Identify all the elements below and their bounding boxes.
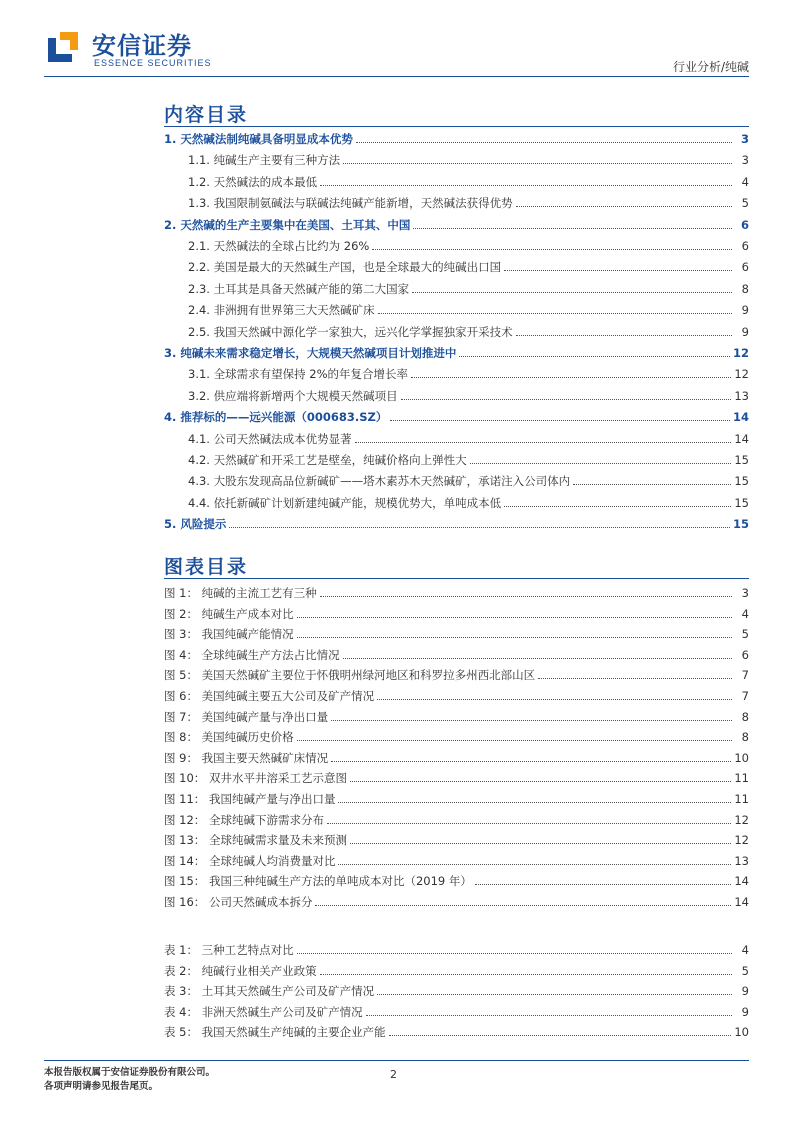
dot-leader bbox=[320, 974, 732, 975]
figure-entry[interactable] bbox=[164, 647, 749, 663]
toc-chapter[interactable] bbox=[164, 131, 749, 147]
toc-section-text: 2.5. 我国天然碱中源化学一家独大，远兴化学掌握独家开采技术 bbox=[188, 324, 513, 339]
dot-leader bbox=[389, 1035, 732, 1036]
dot-leader bbox=[516, 206, 732, 207]
figure-entry[interactable] bbox=[164, 770, 749, 786]
header-divider bbox=[44, 76, 749, 77]
dot-leader bbox=[413, 228, 732, 229]
page-number: 2 bbox=[390, 1068, 397, 1081]
dot-leader bbox=[343, 163, 732, 164]
dot-leader bbox=[573, 484, 731, 485]
figure-entry[interactable] bbox=[164, 812, 749, 828]
logo-chinese-name: 安信证券 bbox=[92, 32, 192, 60]
table-entry[interactable] bbox=[164, 1004, 749, 1020]
toc-chapter[interactable] bbox=[164, 516, 749, 532]
figures-title-underline bbox=[164, 578, 749, 579]
figures-title: 图表目录 bbox=[164, 556, 249, 578]
toc-section-page: 6 bbox=[741, 260, 749, 275]
toc-section-text: 2.2. 美国是最大的天然碱生产国，也是全球最大的纯碱出口国 bbox=[188, 260, 502, 275]
footer-disclaimer bbox=[44, 1066, 215, 1094]
toc-chapter[interactable] bbox=[164, 217, 749, 233]
toc-section-text: 2.1. 天然碱法的全球占比约为 26% bbox=[188, 239, 370, 253]
toc-section-text: 1.3. 我国限制氨碱法与联碱法纯碱产能新增，天然碱法获得优势 bbox=[188, 196, 513, 211]
figure-entry-page: 8 bbox=[741, 709, 749, 724]
figure-entry-text: 图 16： 公司天然碱成本拆分 bbox=[164, 895, 313, 909]
toc-chapter-text: 1. 天然碱法制纯碱具备明显成本优势 bbox=[164, 132, 353, 146]
page-header bbox=[0, 0, 793, 80]
dot-leader bbox=[297, 953, 732, 954]
toc-section-page: 14 bbox=[734, 431, 749, 446]
toc-section-text: 4.1. 公司天然碱法成本优势显著 bbox=[188, 431, 352, 446]
dot-leader bbox=[538, 678, 732, 679]
table-entry-text: 表 4： 非洲天然碱生产公司及矿产情况 bbox=[164, 1004, 363, 1019]
toc-section-page: 13 bbox=[734, 388, 749, 403]
toc-section-text: 3.1. 全球需求有望保持 2%的年复合增长率 bbox=[188, 367, 408, 382]
dot-leader bbox=[338, 864, 731, 865]
toc-section[interactable] bbox=[188, 495, 749, 511]
figure-entry-page: 10 bbox=[734, 750, 749, 765]
toc-section[interactable] bbox=[188, 388, 749, 404]
figure-entry[interactable] bbox=[164, 791, 749, 807]
toc-section[interactable] bbox=[188, 174, 749, 190]
toc-chapter-text: 3. 纯碱未来需求稳定增长，大规模天然碱项目计划推进中 bbox=[164, 346, 457, 360]
figure-entry-text: 图 1： 纯碱的主流工艺有三种 bbox=[164, 586, 317, 600]
figure-entry-page: 14 bbox=[734, 874, 749, 889]
figure-entry[interactable] bbox=[164, 606, 749, 622]
table-entry[interactable] bbox=[164, 963, 749, 979]
toc-section[interactable] bbox=[188, 473, 749, 489]
toc-chapter[interactable] bbox=[164, 409, 749, 425]
toc-chapter-text: 4. 推荐标的——远兴能源（000683.SZ） bbox=[164, 410, 388, 425]
figure-entry[interactable] bbox=[164, 729, 749, 745]
figure-entry[interactable] bbox=[164, 709, 749, 725]
toc-section-page: 8 bbox=[741, 281, 749, 296]
dot-leader bbox=[470, 463, 732, 464]
dot-leader bbox=[412, 292, 732, 293]
toc-section-page: 9 bbox=[741, 303, 749, 318]
figure-entry-page: 14 bbox=[734, 895, 749, 909]
toc-section-text: 3.2. 供应端将新增两个大规模天然碱项目 bbox=[188, 388, 398, 403]
toc-section[interactable] bbox=[188, 152, 749, 168]
toc-chapter-page: 12 bbox=[732, 346, 749, 360]
dot-leader bbox=[459, 356, 730, 357]
toc-section-text: 1.1. 纯碱生产主要有三种方法 bbox=[188, 153, 341, 168]
dot-leader bbox=[331, 720, 732, 721]
dot-leader bbox=[356, 142, 732, 143]
toc-section[interactable] bbox=[188, 195, 749, 211]
figure-entry-text: 图 7： 美国纯碱产量与净出口量 bbox=[164, 709, 329, 724]
toc-section-page: 6 bbox=[741, 239, 749, 253]
figure-entry-page: 11 bbox=[734, 771, 749, 786]
toc-section[interactable] bbox=[188, 259, 749, 275]
table-entry-text: 表 1： 三种工艺特点对比 bbox=[164, 943, 294, 957]
dot-leader bbox=[350, 781, 731, 782]
table-entry-page: 9 bbox=[741, 1004, 749, 1019]
toc-section[interactable] bbox=[188, 452, 749, 468]
figure-entry-page: 5 bbox=[741, 627, 749, 642]
table-entry-text: 表 5： 我国天然碱生产纯碱的主要企业产能 bbox=[164, 1025, 386, 1040]
dot-leader bbox=[327, 823, 731, 824]
dot-leader bbox=[516, 335, 732, 336]
dot-leader bbox=[297, 637, 732, 638]
figure-entry-text: 图 15： 我国三种纯碱生产方法的单吨成本对比（2019 年） bbox=[164, 874, 472, 889]
toc-section-text: 4.4. 依托新碱矿计划新建纯碱产能，规模优势大，单吨成本低 bbox=[188, 495, 502, 510]
toc-section-page: 4 bbox=[741, 174, 749, 189]
figure-entry[interactable] bbox=[164, 894, 749, 910]
toc-title-underline bbox=[164, 126, 749, 127]
toc-section-page: 15 bbox=[734, 474, 749, 489]
figure-entry-text: 图 5： 美国天然碱矿主要位于怀俄明州绿河地区和科罗拉多州西北部山区 bbox=[164, 668, 536, 683]
dot-leader bbox=[320, 185, 732, 186]
toc-chapter-page: 6 bbox=[740, 217, 749, 232]
toc-section[interactable] bbox=[188, 302, 749, 318]
dot-leader bbox=[390, 420, 730, 421]
toc-section-page: 15 bbox=[734, 453, 749, 467]
figure-entry-text: 图 8： 美国纯碱历史价格 bbox=[164, 730, 294, 745]
figure-entry[interactable] bbox=[164, 750, 749, 766]
table-entry-page: 10 bbox=[734, 1025, 749, 1040]
figure-entry-text: 图 10： 双井水平井溶采工艺示意图 bbox=[164, 771, 347, 786]
toc-section-page: 5 bbox=[741, 196, 749, 211]
toc-chapter-text: 2. 天然碱的生产主要集中在美国、土耳其、中国 bbox=[164, 217, 411, 232]
dot-leader bbox=[229, 527, 730, 528]
toc-chapter-page: 3 bbox=[740, 132, 749, 146]
figure-entry-page: 12 bbox=[734, 812, 749, 827]
toc-section[interactable] bbox=[188, 238, 749, 254]
figure-entry[interactable] bbox=[164, 853, 749, 869]
figure-entry[interactable] bbox=[164, 688, 749, 704]
toc-section[interactable] bbox=[188, 366, 749, 382]
toc-section[interactable] bbox=[188, 281, 749, 297]
dot-leader bbox=[366, 1015, 732, 1016]
figure-entry-text: 图 11： 我国纯碱产量与净出口量 bbox=[164, 792, 336, 806]
figure-entry-text: 图 6： 美国纯碱主要五大公司及矿产情况 bbox=[164, 689, 375, 703]
dot-leader bbox=[297, 617, 732, 618]
dot-leader bbox=[343, 658, 732, 659]
figure-entry[interactable] bbox=[164, 667, 749, 683]
dot-leader bbox=[320, 596, 732, 597]
toc-chapter-page: 15 bbox=[732, 517, 749, 532]
figure-entry-text: 图 9： 我国主要天然碱矿床情况 bbox=[164, 750, 329, 765]
toc-section-page: 3 bbox=[741, 153, 749, 168]
table-entry-page: 4 bbox=[741, 943, 749, 957]
toc-section-page: 12 bbox=[734, 367, 749, 382]
figure-entry[interactable] bbox=[164, 873, 749, 889]
figure-entry-text: 图 3： 我国纯碱产能情况 bbox=[164, 627, 294, 642]
dot-leader bbox=[338, 802, 731, 803]
figure-entry-page: 13 bbox=[734, 853, 749, 868]
dot-leader bbox=[297, 740, 732, 741]
table-entry-page: 9 bbox=[741, 984, 749, 999]
table-entry-text: 表 3： 土耳其天然碱生产公司及矿产情况 bbox=[164, 984, 375, 999]
toc-section-text: 4.2. 天然碱矿和开采工艺是壁垒，纯碱价格向上弹性大 bbox=[188, 453, 467, 467]
dot-leader bbox=[411, 377, 731, 378]
toc-chapter[interactable] bbox=[164, 345, 749, 361]
dot-leader bbox=[372, 249, 732, 250]
dot-leader bbox=[377, 699, 732, 700]
footer-copyright: 本报告版权属于安信证券股份有限公司。 bbox=[44, 1067, 216, 1078]
toc-chapter-page: 14 bbox=[732, 410, 749, 425]
report-category: 行业分析/纯碱 bbox=[672, 60, 749, 74]
table-entry[interactable] bbox=[164, 983, 749, 999]
figure-entry-page: 6 bbox=[741, 647, 749, 662]
toc-section-text: 1.2. 天然碱法的成本最低 bbox=[188, 174, 318, 189]
dot-leader bbox=[355, 442, 732, 443]
table-entry-text: 表 2： 纯碱行业相关产业政策 bbox=[164, 963, 317, 978]
toc-chapter-text: 5. 风险提示 bbox=[164, 517, 227, 532]
dot-leader bbox=[504, 506, 731, 507]
table-entry[interactable] bbox=[164, 1024, 749, 1040]
toc-section-page: 9 bbox=[741, 324, 749, 339]
toc-section[interactable] bbox=[188, 324, 749, 340]
dot-leader bbox=[504, 270, 732, 271]
dot-leader bbox=[377, 994, 732, 995]
figure-entry[interactable] bbox=[164, 585, 749, 601]
figure-entry[interactable] bbox=[164, 832, 749, 848]
dot-leader bbox=[315, 905, 731, 906]
toc-section-text: 2.4. 非洲拥有世界第三大天然碱矿床 bbox=[188, 303, 375, 318]
toc-section-text: 2.3. 土耳其是具备天然碱产能的第二大国家 bbox=[188, 281, 410, 296]
dot-leader bbox=[475, 884, 731, 885]
dot-leader bbox=[378, 313, 732, 314]
toc-section-text: 4.3. 大股东发现高品位新碱矿——塔木素苏木天然碱矿，承诺注入公司体内 bbox=[188, 474, 571, 489]
figure-entry-text: 图 4： 全球纯碱生产方法占比情况 bbox=[164, 647, 340, 662]
logo-english-name: ESSENCE SECURITIES bbox=[94, 58, 212, 68]
figure-entry-text: 图 14： 全球纯碱人均消费量对比 bbox=[164, 853, 336, 868]
dot-leader bbox=[401, 399, 732, 400]
figure-entry-page: 11 bbox=[734, 792, 749, 806]
figure-entry-page: 7 bbox=[741, 689, 749, 703]
figure-entry-page: 12 bbox=[734, 833, 749, 848]
figure-entry-page: 3 bbox=[741, 586, 749, 600]
table-entry-page: 5 bbox=[741, 963, 749, 978]
toc-section-page: 15 bbox=[734, 495, 749, 510]
toc-title: 内容目录 bbox=[164, 104, 249, 126]
footer-statement: 各项声明请参见报告尾页。 bbox=[44, 1081, 159, 1092]
table-entry[interactable] bbox=[164, 942, 749, 958]
footer-divider bbox=[44, 1060, 749, 1061]
dot-leader bbox=[350, 843, 731, 844]
toc-section[interactable] bbox=[188, 431, 749, 447]
figure-entry-page: 8 bbox=[741, 730, 749, 745]
dot-leader bbox=[331, 761, 731, 762]
company-logo-icon bbox=[46, 30, 80, 64]
figure-entry[interactable] bbox=[164, 626, 749, 642]
figure-entry-text: 图 2： 纯碱生产成本对比 bbox=[164, 606, 294, 621]
figure-entry-page: 7 bbox=[741, 668, 749, 683]
figure-entry-page: 4 bbox=[741, 606, 749, 621]
figure-entry-text: 图 13： 全球纯碱需求量及未来预测 bbox=[164, 833, 347, 848]
figure-entry-text: 图 12： 全球纯碱下游需求分布 bbox=[164, 812, 324, 827]
